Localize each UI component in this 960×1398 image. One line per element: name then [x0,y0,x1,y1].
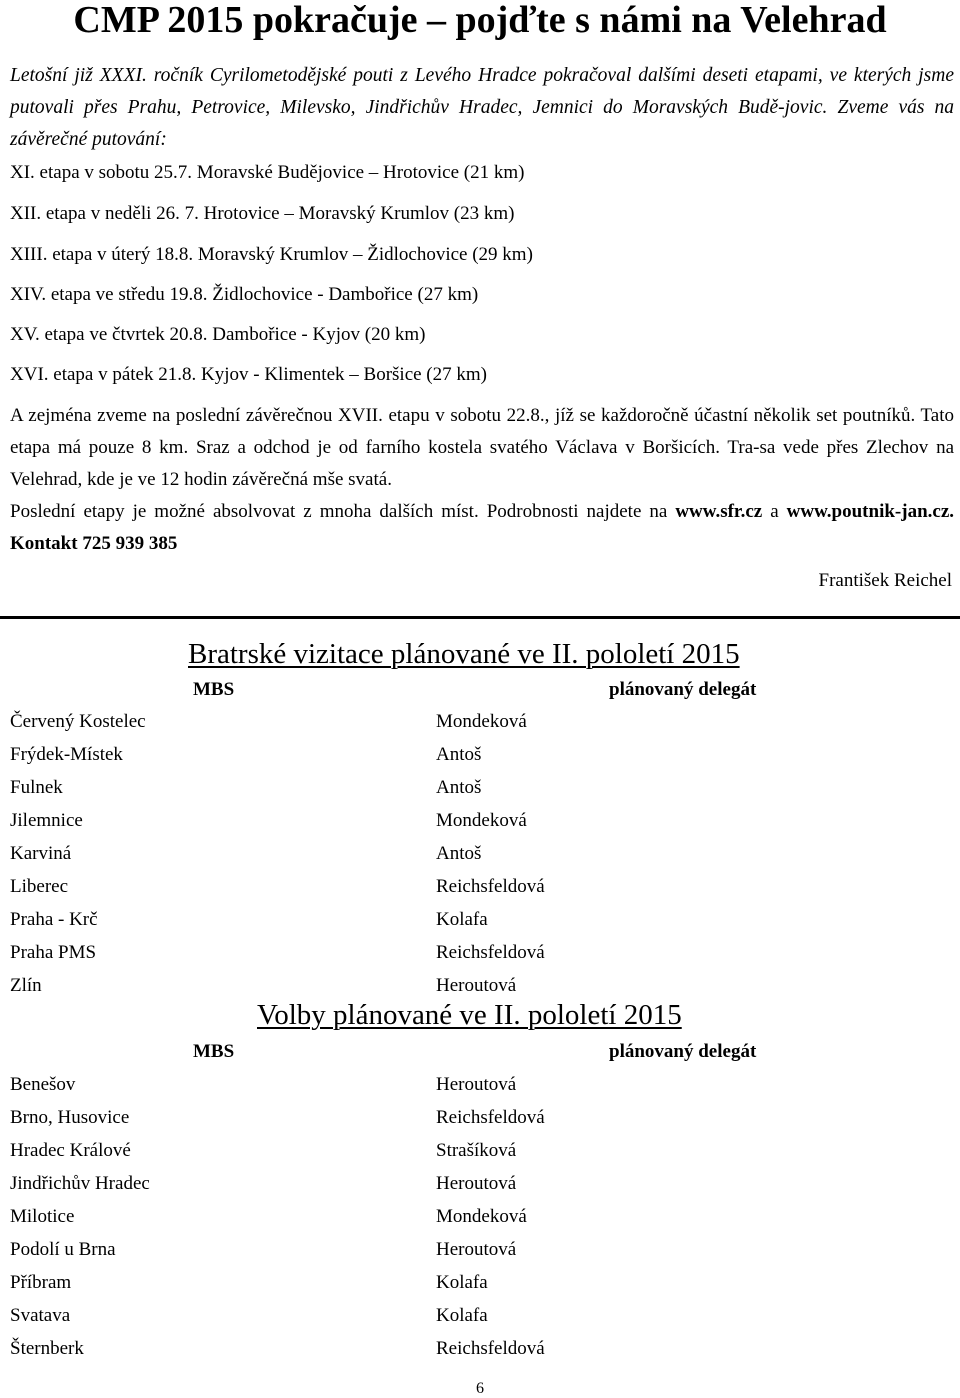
stage-item: XVI. etapa v pátek 21.8. Kyjov - Klimentek – Boršice (27 km) [10,364,487,385]
mbs-name: Zlín [10,975,42,996]
section-divider [0,616,960,619]
table-row [0,1073,960,1106]
mbs-name: Benešov [10,1074,76,1095]
mbs-name: Brno, Husovice [10,1107,130,1128]
intro-paragraph [10,60,954,156]
table-row [0,1139,960,1172]
mbs-name: Hradec Králové [10,1140,131,1161]
delegate-name: Kolafa [436,1272,488,1293]
mbs-name: Podolí u Brna [10,1239,116,1260]
stage-item: XIII. etapa v úterý 18.8. Moravský Krumlov – Židlochovice (29 km) [10,244,533,265]
table-row [0,1337,960,1370]
contact-conjunction: a [770,501,779,522]
delegate-name: Reichsfeldová [436,876,545,897]
mbs-name: Šternberk [10,1338,84,1359]
delegate-name: Antoš [436,744,482,765]
table-row [0,1238,960,1271]
delegate-name: Heroutová [436,1239,517,1260]
stage-item: XII. etapa v neděli 26. 7. Hrotovice – Moravský Krumlov (23 km) [10,203,515,224]
table-row [0,776,960,809]
signature: František Reichel [818,570,952,591]
visitations-heading: Bratrské vizitace plánované ve II. pololetí 2015 [188,638,740,670]
stage-item: XI. etapa v sobotu 25.7. Moravské Budějovice – Hrotovice (21 km) [10,162,525,183]
intro-invite: Zveme vás na závěrečné putování: [10,97,955,150]
mbs-name: Frýdek-Místek [10,744,123,765]
delegate-name: Antoš [436,777,482,798]
mbs-name: Svatava [10,1305,71,1326]
delegate-name: Reichsfeldová [436,1338,545,1359]
website-link-sfr[interactable]: www.sfr.cz [675,501,763,522]
visitations-col-mbs: MBS [193,679,235,700]
mbs-name: Příbram [10,1272,72,1293]
stage-item: XV. etapa ve čtvrtek 20.8. Dambořice - Kyjov (20 km) [10,324,426,345]
elections-col-delegate: plánovaný delegát [609,1041,757,1062]
table-row [0,875,960,908]
final-stage-paragraph: A zejména zveme na poslední závěrečnou XVII. etapu v sobotu 22.8., jíž se každoročně účastní několik set poutníků. Tato etapa má pouze 8 km. Sraz a odchod je od farního kostela svatého Václava v Boršicích. Tra-sa vede přes Zlechov na Velehrad, kde je ve 12 hodin závěrečná mše svatá. [10,405,954,490]
mbs-name: Červený Kostelec [10,711,146,732]
elections-heading: Volby plánované ve II. pololetí 2015 [257,999,682,1031]
mbs-name: Milotice [10,1206,75,1227]
page-title: CMP 2015 pokračuje – pojďte s námi na Velehrad [73,0,887,41]
table-row [0,1271,960,1304]
page-number: 6 [476,1380,484,1397]
mbs-name: Jilemnice [10,810,83,831]
mbs-name: Karviná [10,843,72,864]
table-row [0,809,960,842]
table-row [0,1172,960,1205]
table-row [0,1106,960,1139]
mbs-name: Praha PMS [10,942,97,963]
table-row [0,743,960,776]
table-row [0,1205,960,1238]
website-link-poutnik[interactable]: www.poutnik-jan.cz. [786,501,954,522]
table-row [0,710,960,743]
visitations-col-delegate: plánovaný delegát [609,679,757,700]
delegate-name: Heroutová [436,975,517,996]
delegate-name: Antoš [436,843,482,864]
delegate-name: Mondeková [436,711,527,732]
intro-text: Letošní již XXXI. ročník Cyrilometodějské pouti z Levého Hradce pokračoval dalšími deseti etapami, ve kterých jsme putovali přes Prahu, Petrovice, Milevsko, Jindřichův Hradec, Jemnici do Moravských Budě-jovic. [10,65,954,118]
delegate-name: Strašíková [436,1140,517,1161]
mbs-name: Liberec [10,876,69,897]
delegate-name: Heroutová [436,1074,517,1095]
delegate-name: Kolafa [436,909,488,930]
delegate-name: Mondeková [436,1206,527,1227]
table-row [0,1304,960,1337]
mbs-name: Fulnek [10,777,63,798]
table-row [0,842,960,875]
delegate-name: Mondeková [436,810,527,831]
delegate-name: Heroutová [436,1173,517,1194]
mbs-name: Praha - Krč [10,909,98,930]
table-row [0,908,960,941]
stage-item: XIV. etapa ve středu 19.8. Židlochovice - Dambořice (27 km) [10,284,479,305]
delegate-name: Reichsfeldová [436,1107,545,1128]
table-row [0,941,960,974]
contact-paragraph [10,496,954,560]
delegate-name: Kolafa [436,1305,488,1326]
contact-prefix: Poslední etapy je možné absolvovat z mnoha dalších míst. Podrobnosti najdete na [10,501,668,522]
mbs-name: Jindřichův Hradec [10,1173,150,1194]
delegate-name: Reichsfeldová [436,942,545,963]
elections-col-mbs: MBS [193,1041,235,1062]
contact-phone: Kontakt 725 939 385 [10,533,178,554]
